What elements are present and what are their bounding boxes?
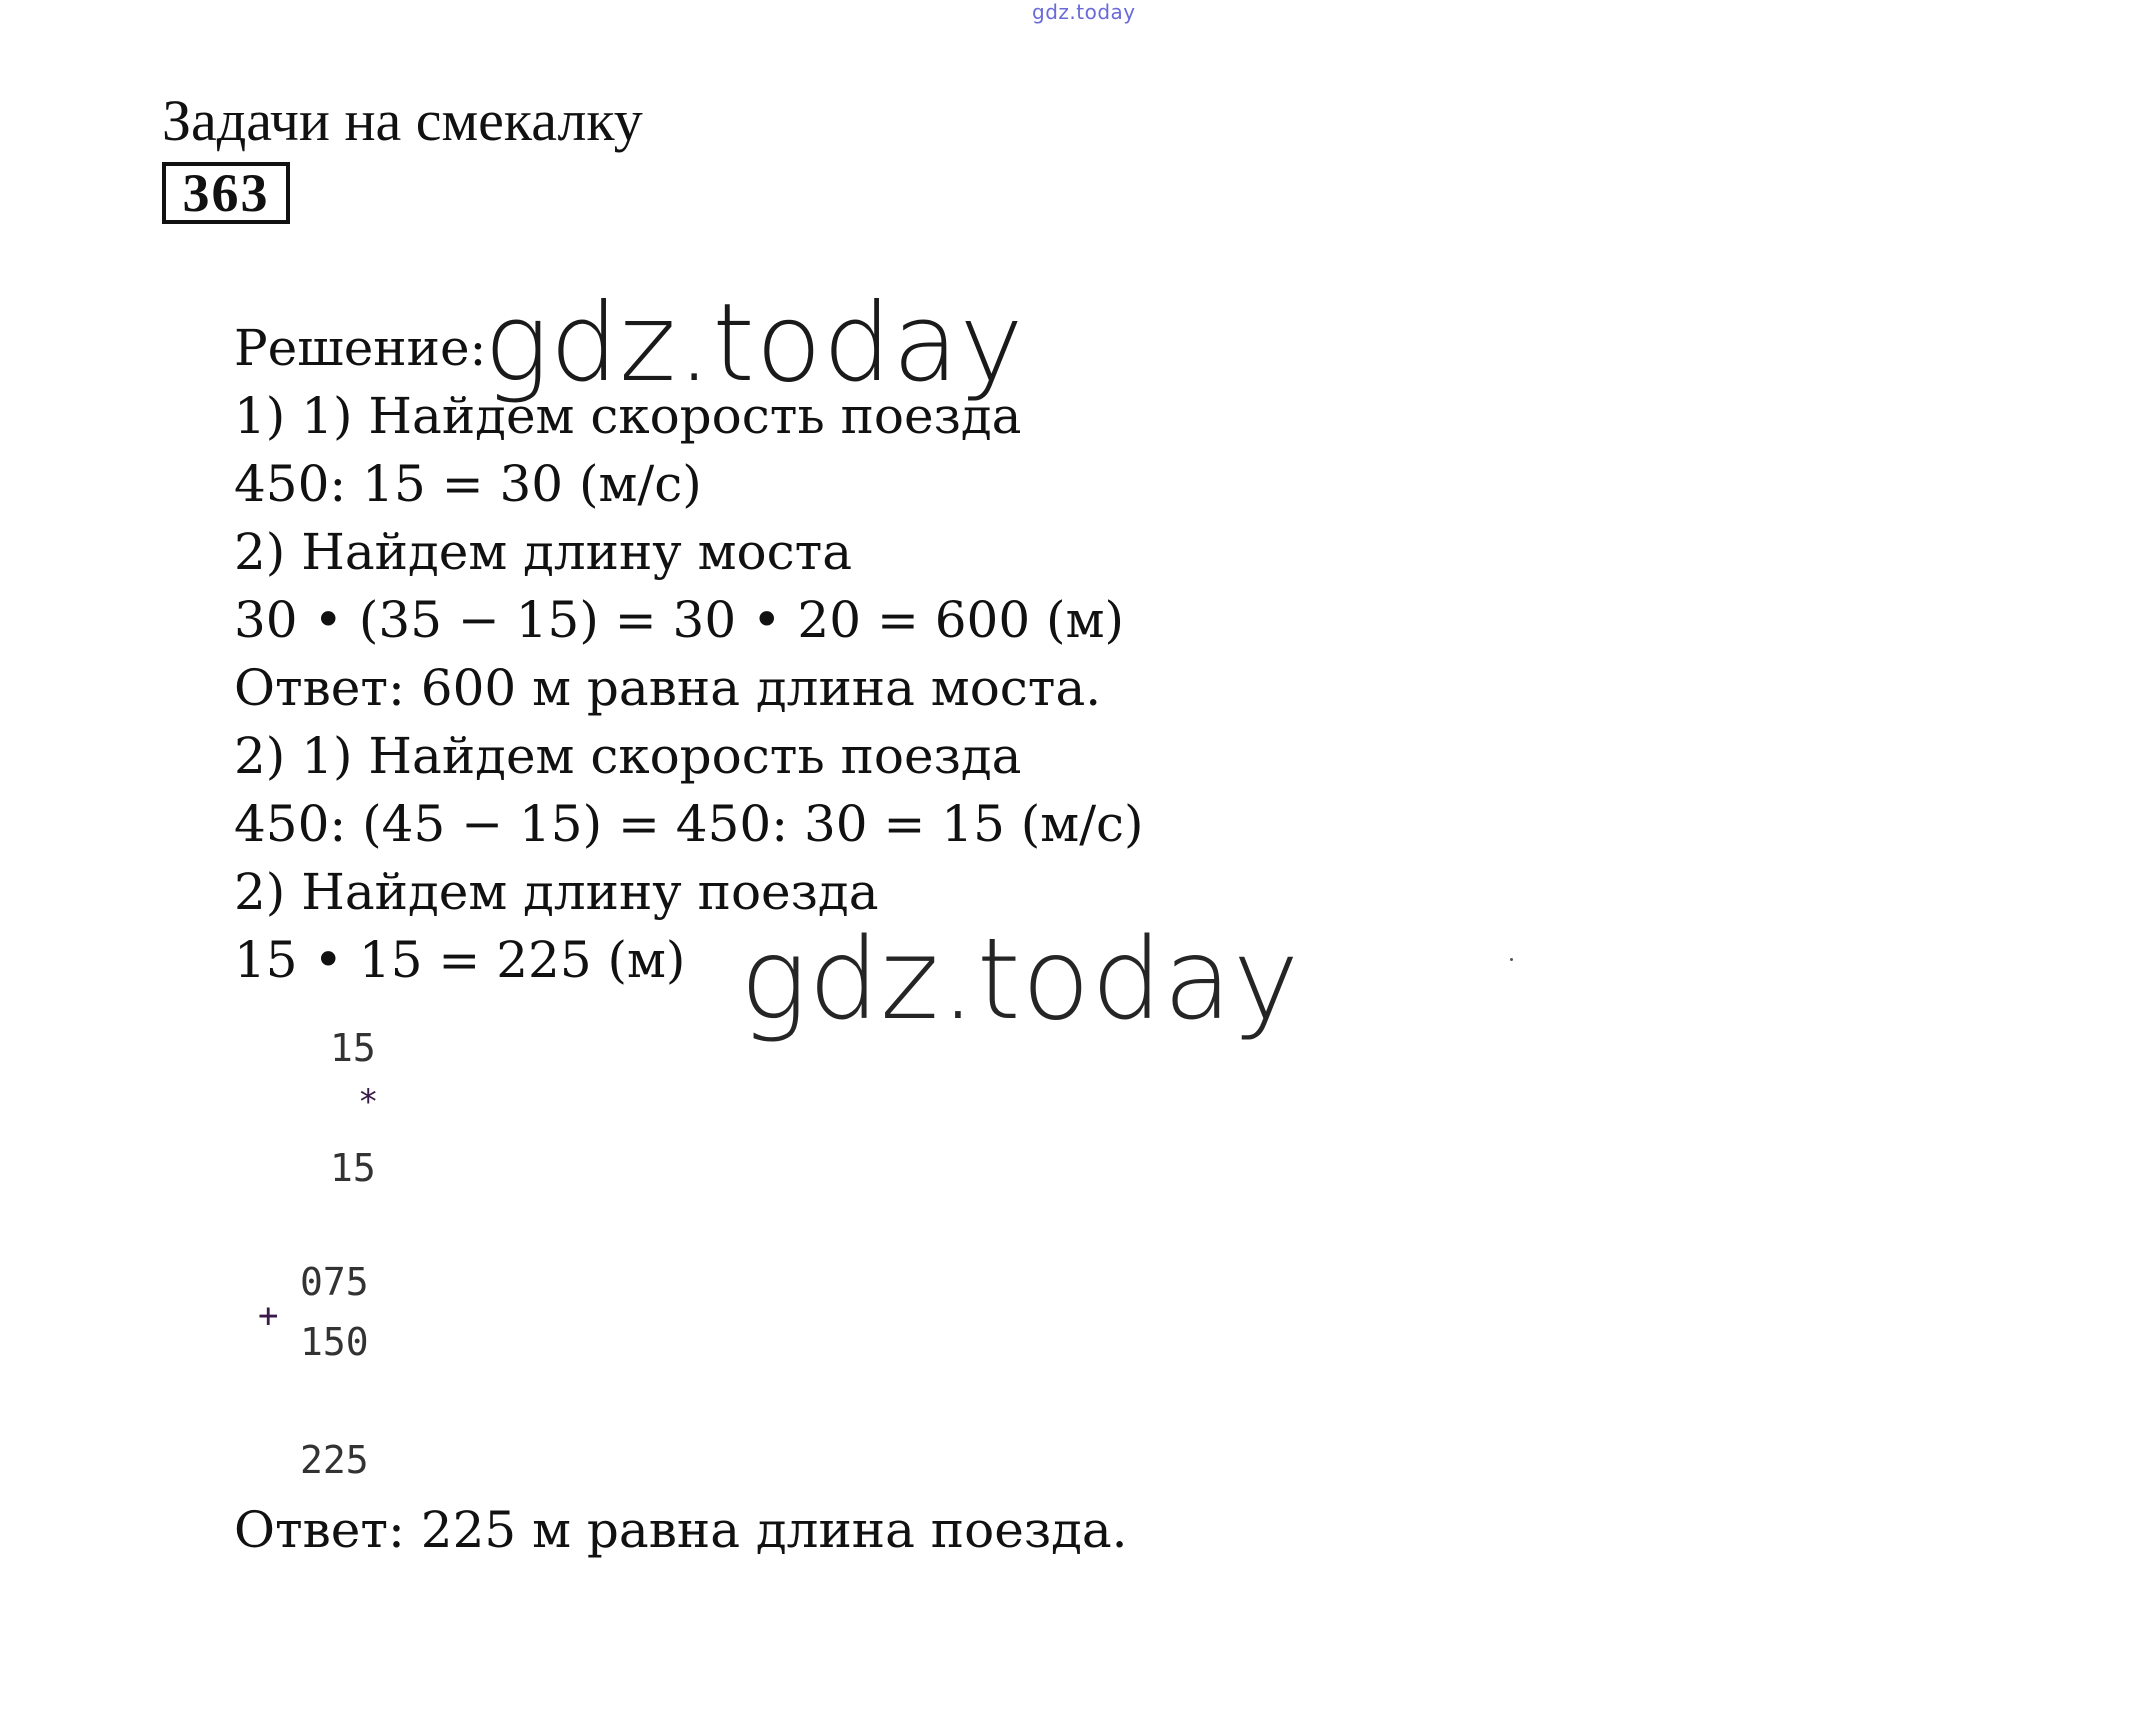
- calc-partial-1: 075: [300, 1260, 369, 1304]
- solution-line-4: 30 • (35 − 15) = 30 • 20 = 600 (м): [234, 591, 1124, 649]
- calc-bottom-number: 15: [330, 1146, 376, 1190]
- calc-partial-2: 150: [300, 1320, 369, 1364]
- task-number-box: 363: [162, 162, 290, 224]
- solution-line-8: 2) Найдем длину поезда: [234, 863, 879, 921]
- calc-multiply-sign: *: [358, 1082, 379, 1122]
- watermark-large-2: gdz.today: [740, 915, 1301, 1045]
- top-watermark: gdz.today: [1032, 0, 1136, 24]
- solution-line-5: Ответ: 600 м равна длина моста.: [234, 659, 1102, 717]
- solution-line-2: 450: 15 = 30 (м/с): [234, 455, 702, 513]
- calc-plus-sign: +: [258, 1296, 279, 1336]
- solution-line-7: 450: (45 − 15) = 450: 30 = 15 (м/с): [234, 795, 1144, 853]
- calc-result: 225: [300, 1438, 369, 1482]
- solution-line-9: 15 • 15 = 225 (м): [234, 931, 686, 989]
- final-answer: Ответ: 225 м равна длина поезда.: [234, 1501, 1128, 1559]
- calc-top-number: 15: [330, 1026, 376, 1070]
- stray-dot: [1510, 958, 1513, 961]
- solution-line-3: 2) Найдем длину моста: [234, 523, 853, 581]
- solution-line-1: 1) 1) Найдем скорость поезда: [234, 387, 1022, 445]
- section-title: Задачи на смекалку: [162, 88, 643, 153]
- solution-line-6: 2) 1) Найдем скорость поезда: [234, 727, 1022, 785]
- watermark-large-1: gdz.today: [484, 281, 1025, 406]
- solution-label: Решение:: [234, 319, 487, 377]
